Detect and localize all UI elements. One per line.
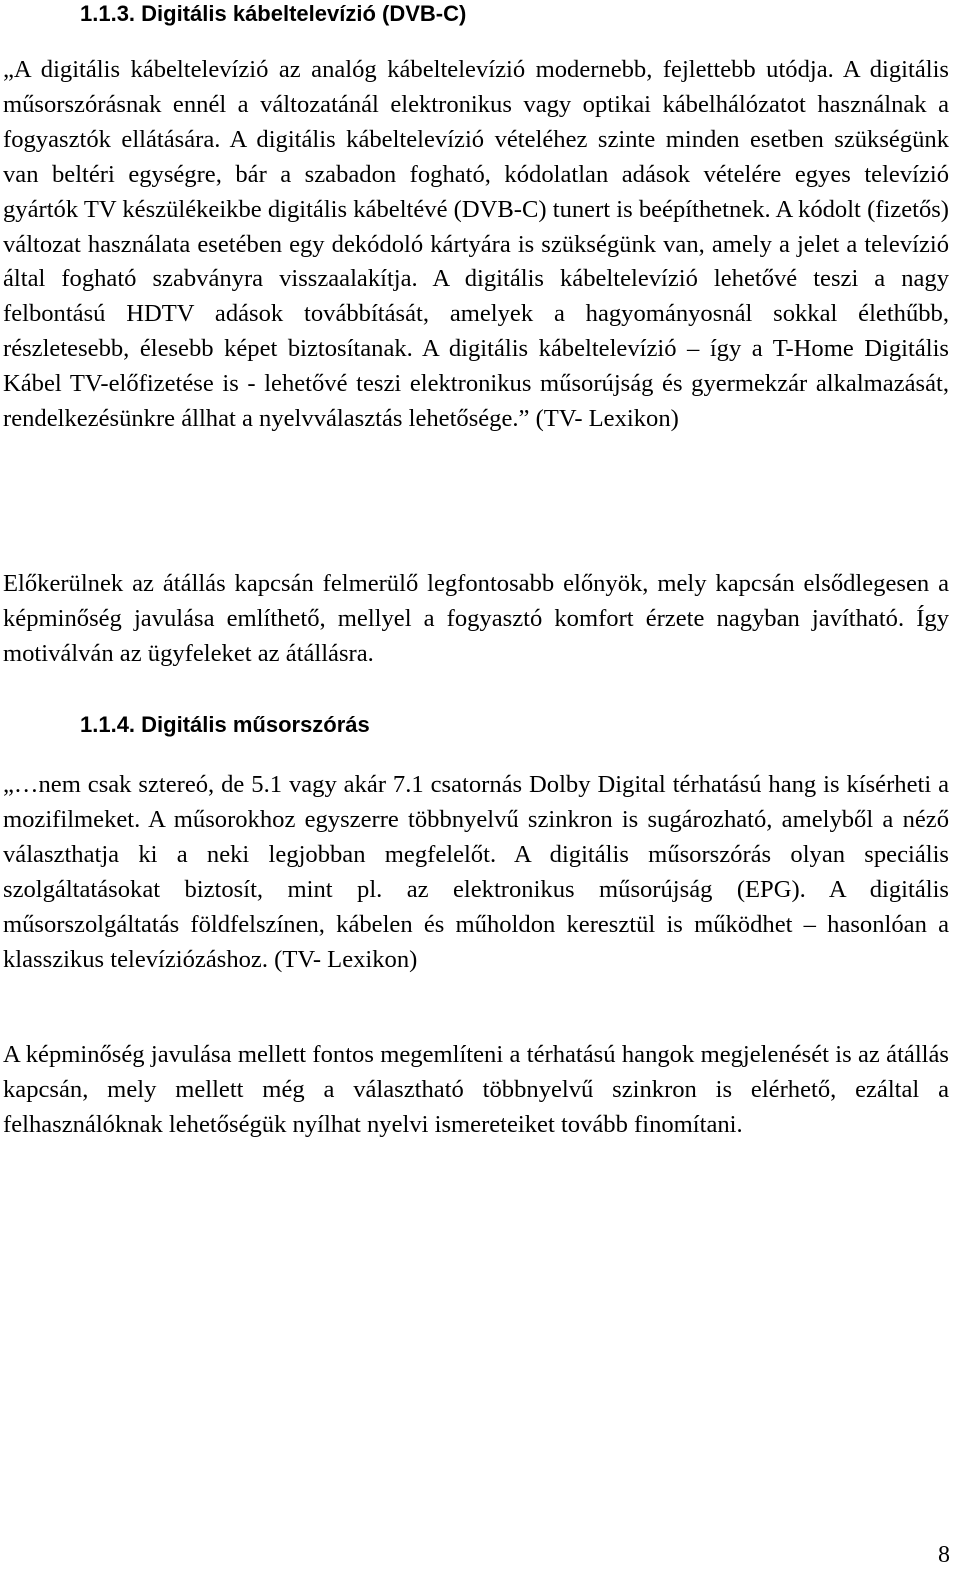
section-heading-digital-broadcasting: 1.1.4. Digitális műsorszórás	[80, 712, 370, 737]
section-heading-dvb-c: 1.1.3. Digitális kábeltelevízió (DVB-C)	[80, 1, 467, 26]
paragraph-broadcasting-quote: „…nem csak sztereó, de 5.1 vagy akár 7.1 csatornás Dolby Digital térhatású hang is kísérheti a mozifilmeket. A műsorokhoz egyszerre többnyelvű szinkron is sugározható, amelyből a néző választhatja ki a neki legjobban megfelelőt. A digitális műsorszórás olyan speciális szolgáltatásokat biztosít, mint pl. az elektronikus műsorújság (EPG). A digitális műsorszolgáltatás földfelszínen, kábelen és műholdon keresztül is működhet – hasonlóan a klasszikus televíziózáshoz. (TV- Lexikon)	[3, 771, 949, 973]
paragraph-dvb-c-quote: „A digitális kábeltelevízió az analóg kábeltelevízió modernebb, fejlettebb utódja. A digitális műsorszórásnak ennél a változatánál elektronikus vagy optikai kábelhálózatot használnak a fogyasztók ellátására. A digitális kábeltelevízió vételéhez szinte minden esetben szükségünk van beltéri egységre, bár a szabadon fogható, kódolatlan adások vételére egyes televízió gyártók TV készülékeikbe digitális kábeltévé (DVB-C) tunert is beépíthetnek. A kódolt (fizetős) változat használata esetében egy dekódoló kártyára is szükségünk van, amely a jelet a televízió által fogható szabványra visszaalakítja. A digitális kábeltelevízió lehetővé teszi a nagy felbontású HDTV adások továbbítását, amelyek a hagyományosnál sokkal élethűbb, részletesebb, élesebb képet biztosítanak. A digitális kábeltelevízió – így a T-Home Digitális Kábel TV-előfizetése is - lehetővé teszi elektronikus műsorújság és gyermekzár alkalmazását, rendelkezésünkre állhat a nyelvválasztás lehetősége.” (TV- Lexikon)	[3, 56, 949, 433]
page-number: 8	[938, 1542, 950, 1568]
paragraph-sound-quality: A képminőség javulása mellett fontos megemlíteni a térhatású hangok megjelenését is az átállás kapcsán, mely mellett még a választható többnyelvű szinkron is elérhető, ezáltal a felhasználóknak lehetőségük nyílhat nyelvi ismereteiket tovább finomítani.	[3, 1041, 949, 1138]
paragraph-advantages: Előkerülnek az átállás kapcsán felmerülő legfontosabb előnyök, mely kapcsán elsődlegesen a képminőség javulása említhető, mellyel a fogyasztó komfort érzete nagyban javítható. Így motiválván az ügyfeleket az átállásra.	[3, 570, 949, 667]
